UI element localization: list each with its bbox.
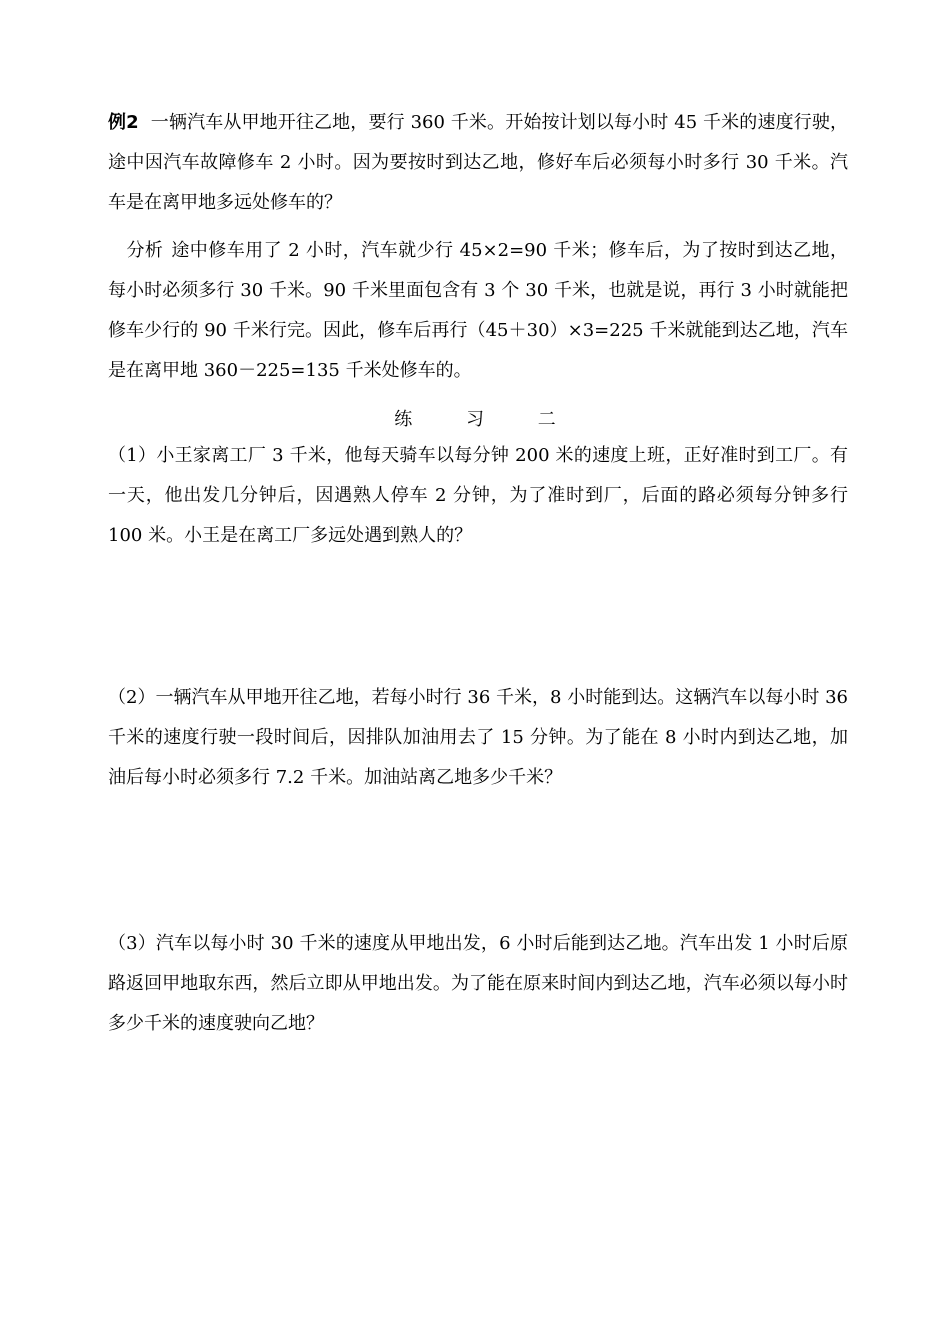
example-2 (108, 103, 848, 223)
exercise-text: （1）小王家离工厂 3 千米，他每天骑车以每分钟 200 米的速度上班，正好准时到工厂。有一天，他出发几分钟后，因遇熟人停车 2 分钟，为了准时到厂，后面的路必须每分钟多行 100 米。小王是在离工厂多远处遇到熟人的？ (108, 445, 848, 546)
exercise-heading: 练 习 二 (394, 409, 580, 430)
analysis-label: 分析 (126, 240, 164, 261)
exercise-text: （2）一辆汽车从甲地开往乙地，若每小时行 36 千米，8 小时能到达。这辆汽车以每小时 36 千米的速度行驶一段时间后，因排队加油用去了 15 分钟。为了能在 8 小时内到达乙地，加油后每小时必须多行 7.2 千米。加油站离乙地多少千米？ (108, 687, 848, 788)
analysis-text: 途中修车用了 2 小时，汽车就少行 45×2=90 千米；修车后，为了按时到达乙地，每小时必须多行 30 千米。90 千米里面包含有 3 个 30 千米，也就是说，再行 3 小时就能把修车少行的 90 千米行完。因此，修车后再行（45＋30）×3=225 千米就能到达乙地，汽车是在离甲地 360－225=135 千米处修车的。 (108, 240, 849, 381)
exercise-text: （3）汽车以每小时 30 千米的速度从甲地出发，6 小时后能到达乙地。汽车出发 1 小时后原路返回甲地取东西，然后立即从甲地出发。为了能在原来时间内到达乙地，汽车必须以每小时多少千米的速度驶向乙地？ (108, 933, 848, 1034)
exercise-3 (108, 924, 848, 1044)
analysis (108, 231, 848, 391)
example-text: 一辆汽车从甲地开往乙地，要行 360 千米。开始按计划以每小时 45 千米的速度行驶，途中因汽车故障修车 2 小时。因为要按时到达乙地，修好车后必须每小时多行 30 千米。汽车是在离甲地多远处修车的？ (108, 112, 848, 213)
exercise-1 (108, 436, 848, 556)
exercise-2 (108, 678, 848, 798)
example-label: 例2 (108, 112, 139, 133)
